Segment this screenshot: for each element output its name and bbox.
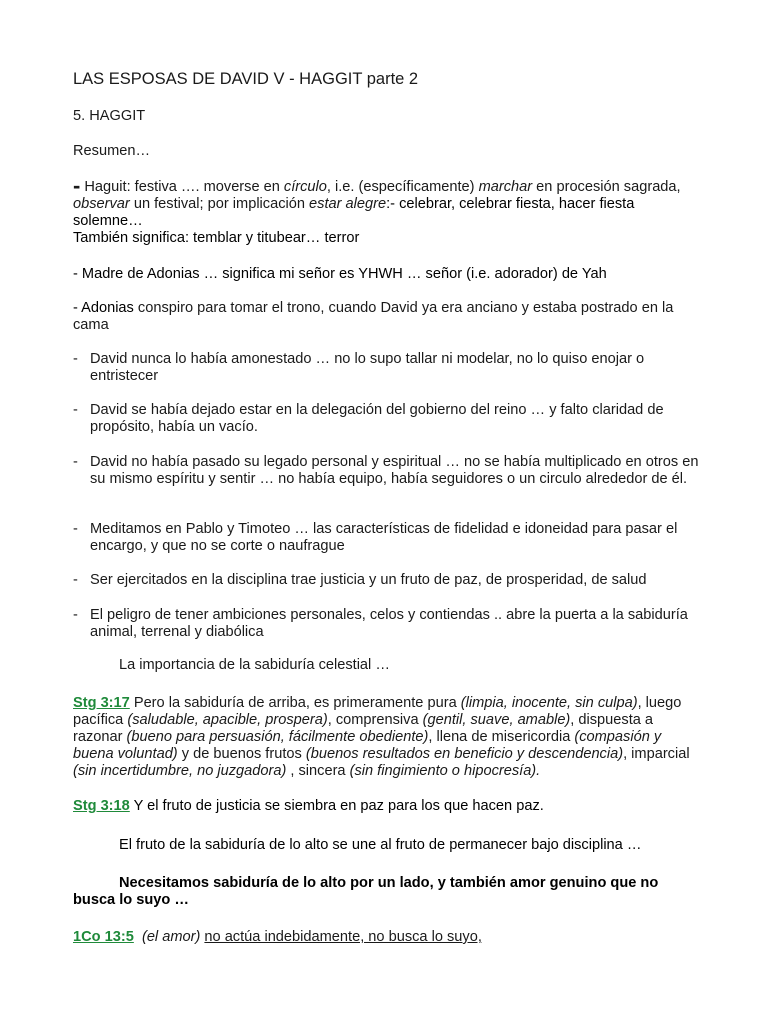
dash-marker: -	[73, 173, 81, 198]
list-item	[73, 351, 712, 385]
dash-marker: -	[73, 572, 78, 588]
list-item	[73, 402, 712, 436]
text-span: :- celebrar, celebrar fiesta, hacer fiesta solemne…	[73, 196, 635, 229]
dash-marker: -	[73, 521, 78, 537]
list-item-text: Meditamos en Pablo y Timoteo … las características de fidelidad e idoneidad para pasar el encargo, y que no se corte o naufrague	[90, 521, 678, 554]
text-span: Y el fruto de justicia se siembra en paz para los que hacen paz.	[129, 798, 544, 814]
dash-marker: -	[73, 351, 78, 367]
italic-span: observar	[73, 196, 130, 212]
list-item-text: David no había pasado su legado personal y espiritual … no se había multiplicado en otros en su mismo espíritu y sentir … no había equipo, había seguidores o un circulo alrededor de él.	[90, 454, 699, 487]
text-span: También significa: temblar y titubear… terror	[73, 230, 360, 246]
list-item-text: David nunca lo había amonestado … no lo supo tallar ni modelar, no lo quiso enojar o entristecer	[90, 351, 645, 384]
paragraph-fruto: El fruto de la sabiduría de lo alto se une al fruto de permanecer bajo disciplina …	[119, 837, 642, 853]
list-item	[73, 454, 712, 488]
underlined-span: no actúa indebidamente, no busca lo suyo,	[204, 929, 482, 945]
verse-stg-3-17	[73, 695, 695, 780]
text-span: , i.e. (específicamente)	[326, 179, 479, 195]
text-span: , dispuesta a razonar	[73, 712, 654, 745]
text-span: Haguit: festiva …. moverse en	[84, 179, 284, 195]
italic-span: marchar	[478, 179, 533, 195]
list-item-text: David se había dejado estar en la delegación del gobierno del reino … y falto claridad de propósito, había un vacío.	[90, 402, 664, 435]
dash-marker: -	[73, 607, 78, 623]
paragraph-madre: - Madre de Adonias … significa mi señor es YHWH … señor (i.e. adorador) de Yah	[73, 266, 607, 282]
text-span: , comprensiva	[327, 712, 423, 728]
italic-span: estar alegre	[309, 196, 387, 212]
text-span: , imparcial	[623, 746, 690, 762]
paragraph-necesitamos: Necesitamos sabiduría de lo alto por un lado, y también amor genuino que no busca lo suyo …	[73, 875, 659, 908]
italic-span: círculo	[283, 179, 327, 195]
dash-marker: -	[73, 454, 78, 470]
summary-label: Resumen…	[73, 143, 151, 159]
verse-stg-3-18	[73, 798, 695, 815]
paragraph-importancia: La importancia de la sabiduría celestial …	[119, 657, 390, 673]
italic-span: (sin fingimiento o hipocresía).	[349, 763, 541, 779]
list-item	[73, 607, 712, 641]
paragraph-haguit	[73, 173, 695, 247]
section-heading: 5. HAGGIT	[73, 108, 146, 124]
text-span: , luego pacífica	[73, 695, 682, 728]
scripture-reference-link[interactable]: Stg 3:17	[73, 695, 130, 711]
italic-span: (saludable, apacible, prospera)	[127, 712, 328, 728]
italic-span: (el amor)	[141, 929, 201, 945]
verse-1co-13-5	[73, 929, 695, 946]
dash-marker: -	[73, 402, 78, 418]
scripture-reference-link[interactable]: Stg 3:18	[73, 798, 130, 814]
text-span: , sincera	[286, 763, 350, 779]
scripture-reference-link[interactable]: 1Co 13:5	[73, 929, 134, 945]
list-item-text: Ser ejercitados en la disciplina trae justicia y un fruto de paz, de prosperidad, de salud	[90, 572, 647, 588]
document-title: LAS ESPOSAS DE DAVID V - HAGGIT parte 2	[73, 70, 419, 88]
list-item	[73, 521, 712, 555]
text-span: y de buenos frutos	[177, 746, 306, 762]
text-span: en procesión sagrada,	[532, 179, 681, 195]
text-span: , llena de misericordia	[428, 729, 575, 745]
italic-span: (buenos resultados en beneficio y descendencia)	[305, 746, 624, 762]
text-span: un festival; por implicación	[129, 196, 310, 212]
text-span: conspiro para tomar el trono, cuando David ya era anciano y estaba postrado en la cama	[73, 300, 674, 333]
list-item	[73, 572, 712, 589]
italic-span: (compasión y buena voluntad)	[73, 729, 662, 762]
text-span: - Adonias	[73, 300, 134, 316]
list-item-text: El peligro de tener ambiciones personales, celos y contiendas .. abre la puerta a la sabiduría animal, terrenal y diabólica	[90, 607, 688, 640]
paragraph-adonias	[73, 300, 695, 334]
italic-span: (limpia, inocente, sin culpa)	[460, 695, 638, 711]
text-span: Pero la sabiduría de arriba, es primeramente pura	[129, 695, 461, 711]
italic-span: (gentil, suave, amable)	[422, 712, 571, 728]
italic-span: (sin incertidumbre, no juzgadora)	[73, 763, 287, 779]
italic-span: (bueno para persuasión, fácilmente obediente)	[126, 729, 429, 745]
